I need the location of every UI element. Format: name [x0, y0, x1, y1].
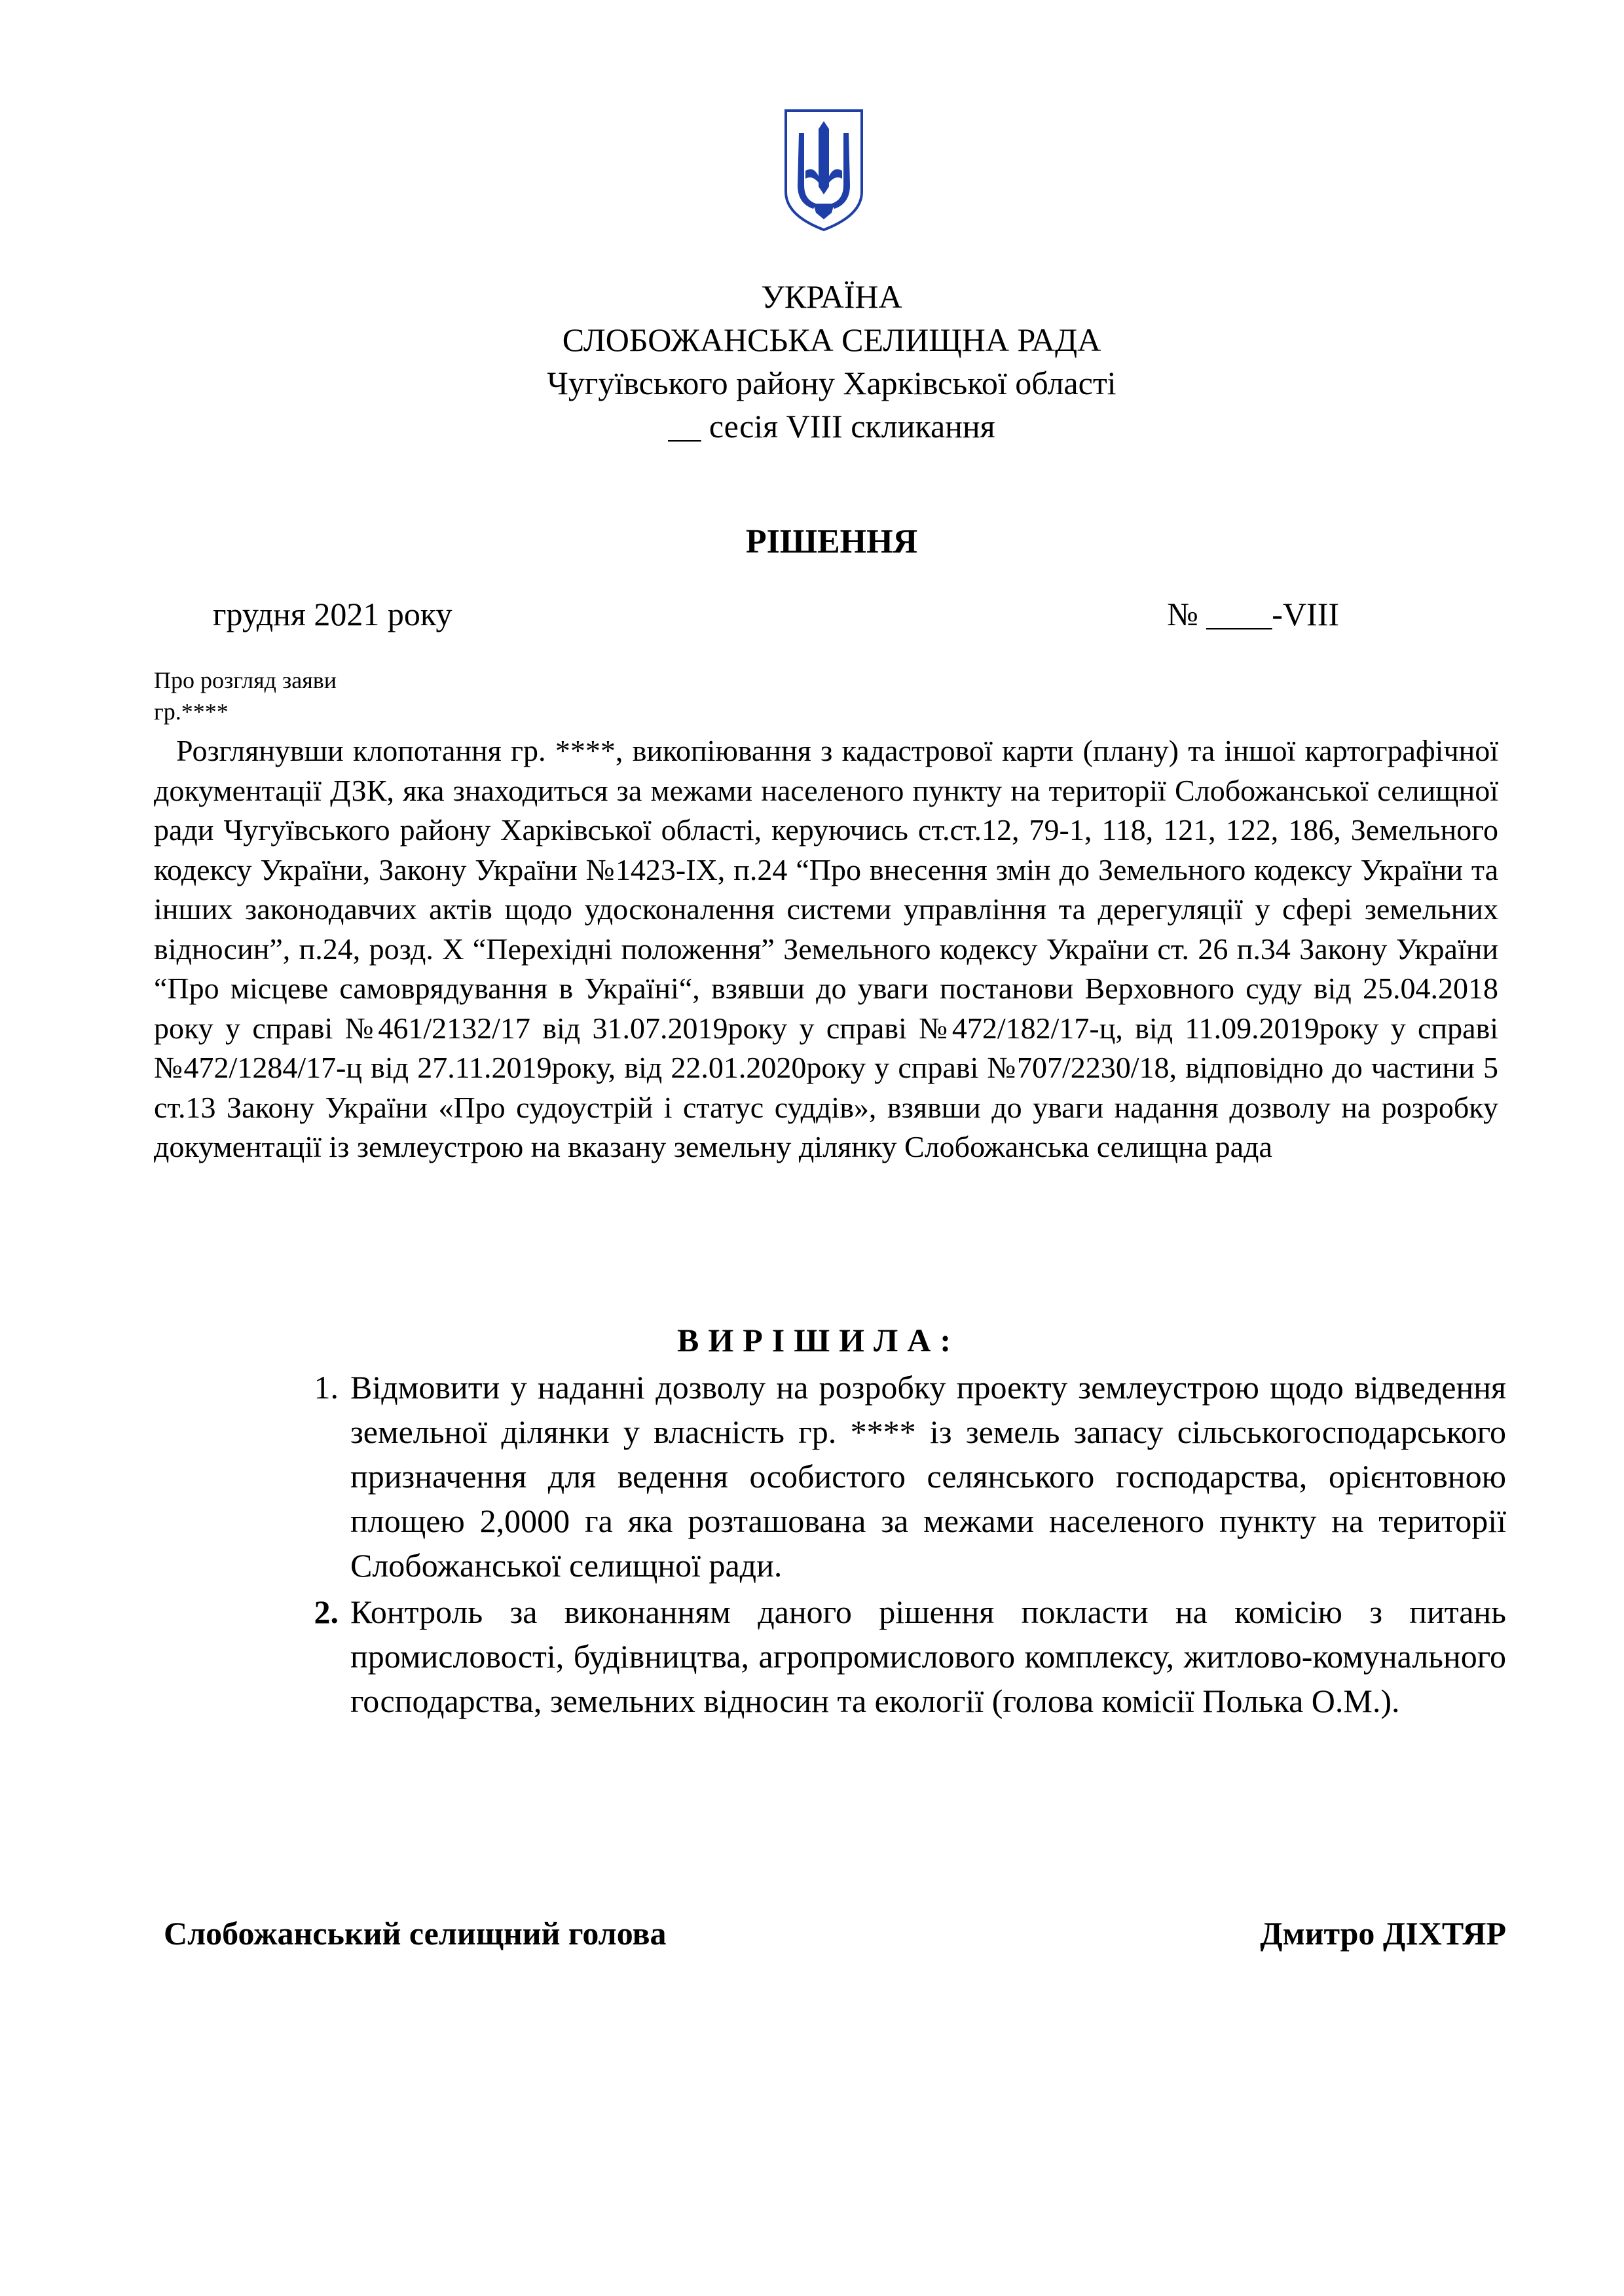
list-item-text: Відмовити у наданні дозволу на розробку проекту землеустрою щодо відведення земельної ділянки у власність гр. **** із земель запасу сільськогосподарського призначення для ведення особистого селянського господарства, орієнтовною площею 2,0000 га яка розташована за межами населеного пункту на території Слобожанської селищної ради. — [350, 1369, 1506, 1584]
list-marker: 1. — [314, 1369, 339, 1406]
country-name: УКРАЇНА — [761, 278, 902, 315]
signature-block — [164, 1912, 1506, 1958]
list-item-text: Контроль за виконанням даного рішення покласти на комісію з питань промисловості, будівництва, агропромислового комплексу, житлово-комунального господарства, земельних відносин та екології (голова комісії Полька О.М.). — [350, 1594, 1506, 1719]
document-header — [0, 275, 1624, 448]
signatory-position: Слобожанський селищний голова — [164, 1915, 667, 1952]
list-item — [298, 1590, 1506, 1723]
subject-line: гр.**** — [154, 699, 229, 725]
coat-of-arms-of-ukraine-icon — [783, 108, 864, 232]
decision-date: грудня 2021 року — [213, 596, 452, 632]
session-line: __ сесія VIII скликання — [668, 408, 995, 445]
decision-list — [298, 1365, 1506, 1725]
document-title: РІШЕННЯ — [745, 523, 918, 560]
council-name: СЛОБОЖАНСЬКА СЕЛИЩНА РАДА — [562, 321, 1101, 358]
district-name: Чугуївського району Харківської області — [547, 365, 1116, 401]
decided-heading: ВИРІШИЛА: — [676, 1322, 961, 1358]
subject-line: Про розгляд заяви — [154, 667, 337, 693]
dateline — [213, 592, 1339, 638]
decision-number: № ____-VIII — [1167, 596, 1339, 632]
list-item — [298, 1365, 1506, 1588]
preamble-paragraph: Розглянувши клопотання гр. ****, викопіювання з кадастрової карти (плану) та іншої картографічної документації ДЗК, яка знаходиться за межами населеного пункту на території Слобожанської селищної ради Чугуївського району Харківської області, керуючись ст.ст.12, 79-1, 118, 121, 122, 186, Земельного кодексу України, Закону України №1423-IX, п.24 “Про внесення змін до Земельного кодексу України та інших законодавчих актів щодо удосконалення системи управління та дерегуляції у сфері земельних відносин”, п.24, розд. X “Перехідні положення” Земельного кодексу України ст. 26 п.34 Закону України “Про місцеве самоврядування в Україні“, взявши до уваги постанови Верховного суду від 25.04.2018 року у справі №461/2132/17 від 31.07.2019року у справі №472/182/17-ц, від 11.09.2019року у справі №472/1284/17-ц від 27.11.2019року, від 22.01.2020року у справі №707/2230/18, відповідно до частини 5 ст.13 Закону України «Про судоустрій і статус суддів», взявши до уваги надання дозволу на розробку документації із землеустрою на вказану земельну ділянку Слобожанська селищна рада — [154, 734, 1498, 1163]
signatory-name: Дмитро ДІХТЯР — [1260, 1915, 1506, 1952]
list-marker: 2. — [314, 1594, 339, 1630]
subject-block — [154, 665, 612, 727]
